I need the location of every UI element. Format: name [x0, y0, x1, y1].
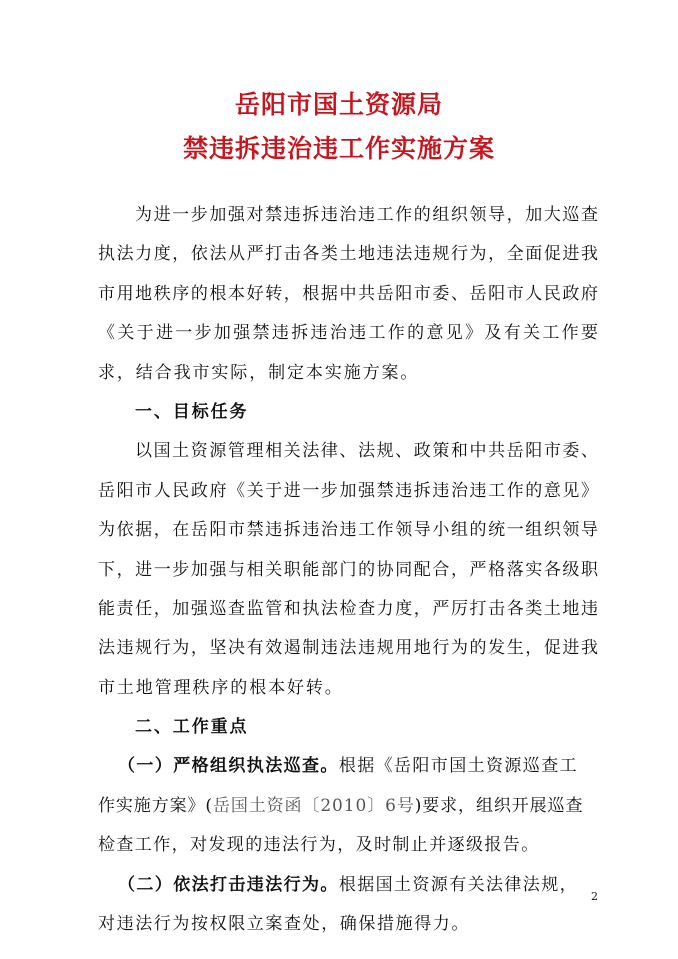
item-text: 根据《岳阳市国土资源巡查工 [338, 756, 579, 777]
item-heading: （一）严格组织执法巡查。 [118, 756, 339, 777]
paragraph-line: 市土地管理秩序的根本好转。 [98, 677, 344, 698]
item-heading: （二）依法打击违法行为。 [118, 874, 339, 895]
item-line [98, 747, 598, 786]
item-text: 根据国土资源有关法律法规， [338, 874, 579, 895]
paragraph-line: 下，进一步加强与相关职能部门的协同配合，严格落实各级职 [98, 559, 598, 580]
document-body [98, 196, 598, 944]
paragraph-line: 岳阳市人民政府《关于进一步加强禁违拆违治违工作的意见》 [98, 480, 598, 501]
paragraph-line: 法违规行为，坚决有效遏制违法违规用地行为的发生，促进我 [98, 638, 598, 659]
item-line [98, 866, 598, 905]
item-text: 作实施方案》( [98, 795, 213, 816]
paragraph-line: 执法力度，依法从严打击各类土地违法违规行为，全面促进我 [98, 244, 598, 265]
document-title-line1: 岳阳市国土资源局 [234, 90, 443, 119]
paragraph-line: 求，结合我市实际，制定本实施方案。 [98, 362, 420, 383]
document-title-line2: 禁违拆违治违工作实施方案 [182, 134, 495, 163]
item-line [98, 787, 598, 826]
section-heading: 二、工作重点 [135, 717, 249, 738]
item-line: 对违法行为按权限立案查处，确保措施得力。 [98, 914, 470, 935]
document-reference: 岳国土资函〔2010〕6号 [212, 795, 415, 816]
paragraph-line: 以国土资源管理相关法律、法规、政策和中共岳阳市委、 [135, 441, 598, 462]
item-line: 检查工作，对发现的违法行为，及时制止并逐级报告。 [98, 835, 540, 856]
paragraph-line: 《关于进一步加强禁违拆违治违工作的意见》及有关工作要 [98, 323, 598, 344]
section-heading: 一、目标任务 [135, 401, 249, 422]
page-number: 2 [591, 890, 598, 903]
item-text: )要求，组织开展巡查 [414, 795, 584, 816]
paragraph-line: 能责任，加强巡查监管和执法检查力度，严厉打击各类土地违 [98, 598, 598, 619]
paragraph-line: 为依据，在岳阳市禁违拆违治违工作领导小组的统一组织领导 [98, 520, 598, 541]
paragraph-line: 市用地秩序的根本好转，根据中共岳阳市委、岳阳市人民政府 [98, 283, 598, 304]
paragraph-line: 为进一步加强对禁违拆违治违工作的组织领导，加大巡查 [135, 205, 598, 225]
